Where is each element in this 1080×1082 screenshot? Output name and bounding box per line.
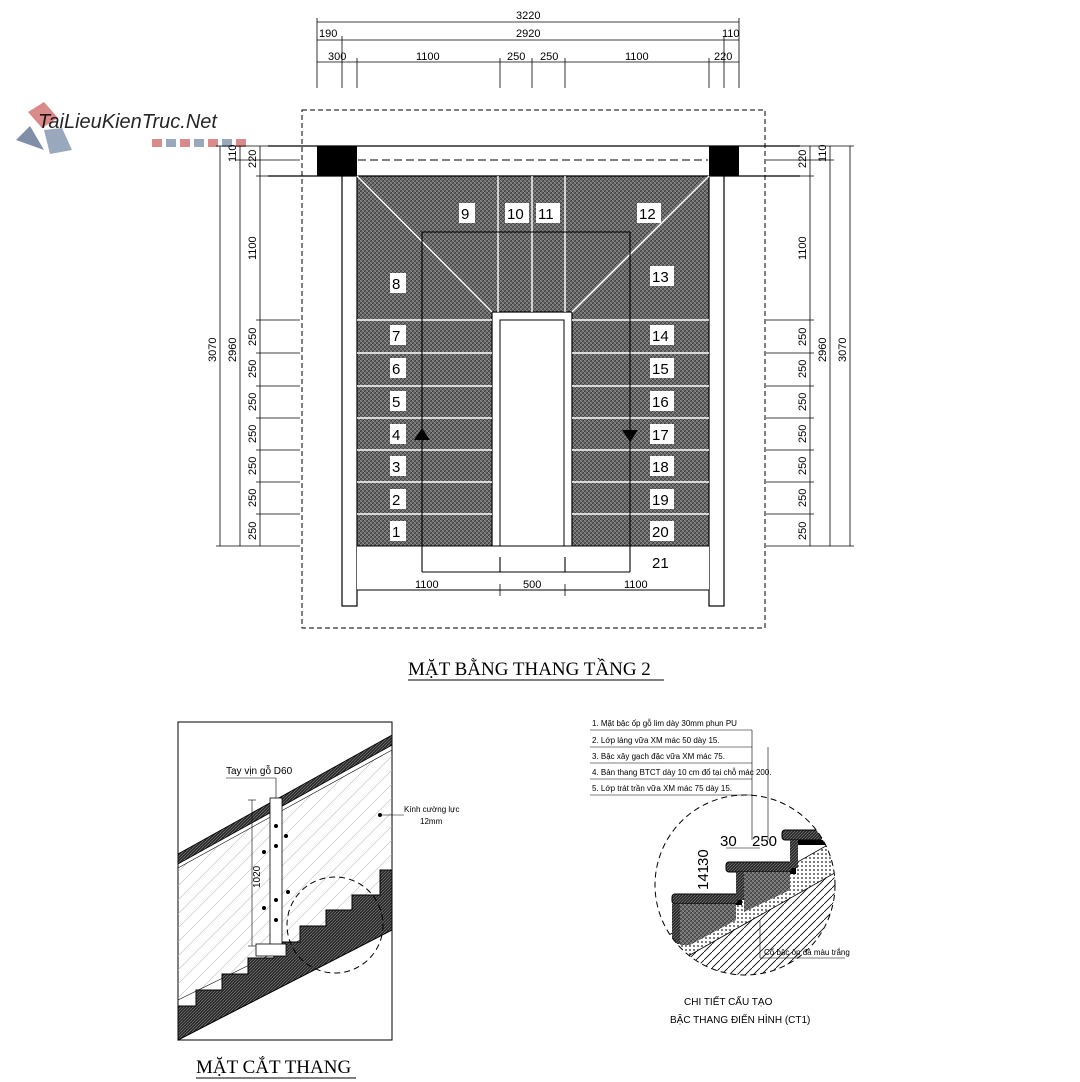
step-8: 8 [392, 276, 401, 293]
note-2: 2. Lớp láng vữa XM mác 50 dày 15. [592, 736, 720, 745]
step-6: 6 [392, 361, 401, 378]
step-1: 1 [392, 524, 401, 541]
step-12: 12 [639, 206, 656, 223]
dim-right-overall: 3070 [837, 337, 849, 362]
plan-title: MẶT BẰNG THANG TẦNG 2 [408, 659, 651, 680]
dim-left-inner: 2960 [227, 337, 239, 362]
dim-top-1100b: 1100 [625, 51, 649, 63]
detail-view [590, 719, 850, 1026]
dim-30: 30 [720, 833, 737, 850]
dim-right-step-3: 250 [797, 392, 809, 411]
dim-top-inner: 2920 [516, 28, 541, 40]
dim-left-1100: 1100 [247, 236, 259, 260]
step-11: 11 [538, 206, 554, 223]
baluster-post [270, 798, 282, 948]
step-19: 19 [652, 492, 669, 509]
dim-top-overall: 3220 [516, 10, 541, 22]
height-label: 1020 [252, 865, 263, 888]
column-left [317, 146, 357, 176]
dim-top-110: 110 [722, 28, 740, 40]
column-right [709, 146, 739, 176]
skirting-label: Cổ bậc ốp đá màu trắng [764, 948, 850, 957]
top-dimensions [317, 10, 740, 88]
step-2: 2 [392, 492, 401, 509]
dim-left-step-2: 250 [247, 359, 259, 378]
note-3: 3. Bậc xây gạch đặc vữa XM mác 75. [592, 752, 725, 761]
dim-bottom-1100b: 1100 [624, 579, 648, 591]
dim-130: 30 [695, 849, 712, 866]
dim-left-step-7: 250 [247, 521, 259, 540]
dim-left-110: 110 [227, 144, 239, 162]
dim-right-step-2: 250 [797, 359, 809, 378]
step-15: 15 [652, 361, 669, 378]
step-18: 18 [652, 459, 669, 476]
left-dimensions [207, 144, 300, 546]
dim-right-110: 110 [817, 144, 829, 162]
dim-top-300: 300 [328, 51, 347, 63]
note-4: 4. Bản thang BTCT dày 10 cm đổ tại chỗ mác 200. [592, 768, 772, 777]
step-10: 10 [507, 206, 524, 223]
step-7: 7 [392, 328, 401, 345]
step-3: 3 [392, 459, 401, 476]
note-5: 5. Lớp trát trần vữa XM mác 75 dày 15. [592, 784, 732, 793]
dim-right-1100: 1100 [797, 236, 809, 260]
glass-label-2: 12mm [420, 817, 443, 826]
dim-bottom-1100a: 1100 [415, 579, 439, 591]
dim-right-step-1: 250 [797, 327, 809, 346]
step-16: 16 [652, 394, 669, 411]
wall-left [342, 176, 357, 606]
dim-left-overall: 3070 [207, 337, 219, 362]
dim-top-1100a: 1100 [416, 51, 440, 63]
watermark [16, 102, 246, 154]
dim-top-220: 220 [714, 51, 733, 63]
dim-left-step-1: 250 [247, 327, 259, 346]
glass-label-1: Kính cường lực [404, 805, 460, 814]
wall-right [709, 176, 724, 606]
dim-right-step-5: 250 [797, 456, 809, 475]
dim-bottom-500: 500 [523, 579, 542, 591]
dim-right-inner: 2960 [817, 337, 829, 362]
dim-left-220: 220 [247, 149, 259, 168]
dim-top-250a: 250 [507, 51, 526, 63]
dim-top-190: 190 [319, 28, 338, 40]
dim-left-step-4: 250 [247, 424, 259, 443]
step-9: 9 [461, 206, 470, 223]
right-dimensions [766, 144, 854, 546]
step-21: 21 [652, 555, 669, 572]
section-title: MẶT CẮT THANG [196, 1057, 352, 1078]
dim-right-step-4: 250 [797, 424, 809, 443]
dim-right-220: 220 [797, 149, 809, 168]
step-14: 14 [652, 328, 669, 345]
step-5: 5 [392, 394, 401, 411]
dim-250: 250 [752, 833, 778, 850]
dim-left-step-5: 250 [247, 456, 259, 475]
detail-caption-1: CHI TIẾT CẤU TẠO [684, 997, 773, 1008]
plan-view [207, 10, 854, 680]
dim-left-step-3: 250 [247, 392, 259, 411]
dim-left-step-6: 250 [247, 488, 259, 507]
section-view [178, 722, 460, 1078]
watermark-text: TaiLieuKienTruc.Net [38, 111, 217, 133]
step-13: 13 [652, 269, 669, 286]
dim-right-step-7: 250 [797, 521, 809, 540]
step-4: 4 [392, 427, 401, 444]
step-20: 20 [652, 524, 669, 541]
dim-141: 141 [695, 864, 712, 890]
handrail-label: Tay vịn gỗ D60 [226, 766, 293, 777]
step-17: 17 [652, 427, 669, 444]
dim-right-step-6: 250 [797, 488, 809, 507]
note-1: 1. Mặt bậc ốp gỗ lim dày 30mm phun PU [592, 719, 737, 728]
dim-top-250b: 250 [540, 51, 559, 63]
detail-caption-2: BẬC THANG ĐIỂN HÌNH (CT1) [670, 1015, 811, 1026]
